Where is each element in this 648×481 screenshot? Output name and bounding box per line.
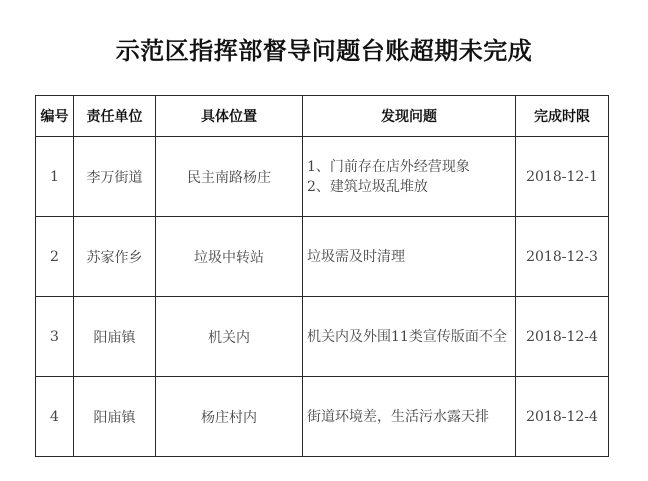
cell-deadline: 2018-12-1 — [516, 137, 609, 217]
cell-deadline: 2018-12-3 — [516, 217, 609, 297]
cell-location: 垃圾中转站 — [156, 217, 303, 297]
header-number: 编号 — [36, 96, 74, 137]
cell-unit: 苏家作乡 — [74, 217, 156, 297]
cell-number: 3 — [36, 297, 74, 377]
cell-number: 1 — [36, 137, 74, 217]
table-row — [36, 297, 609, 377]
header-location: 具体位置 — [156, 96, 303, 137]
cell-number: 4 — [36, 377, 74, 457]
table-header-row — [36, 96, 609, 137]
cell-issue — [303, 377, 516, 457]
table-row — [36, 137, 609, 217]
header-issue-found: 发现问题 — [303, 96, 516, 137]
cell-unit: 李万街道 — [74, 137, 156, 217]
page-title: 示范区指挥部督导问题台账超期未完成 — [115, 37, 533, 65]
cell-deadline: 2018-12-4 — [516, 297, 609, 377]
issue-line: 垃圾需及时清理 — [307, 248, 405, 265]
cell-location: 民主南路杨庄 — [156, 137, 303, 217]
header-deadline: 完成时限 — [516, 96, 609, 137]
cell-issue — [303, 217, 516, 297]
issue-line: 2、建筑垃圾乱堆放 — [307, 178, 428, 195]
issue-line: 机关内及外围11类宣传版面不全 — [307, 328, 507, 345]
cell-issue — [303, 297, 516, 377]
issue-line: 街道环境差，生活污水露天排 — [307, 408, 489, 425]
cell-location: 机关内 — [156, 297, 303, 377]
cell-issue — [303, 137, 516, 217]
supervision-ledger-table — [35, 95, 609, 457]
cell-location: 杨庄村内 — [156, 377, 303, 457]
cell-unit: 阳庙镇 — [74, 297, 156, 377]
table-row — [36, 377, 609, 457]
cell-unit: 阳庙镇 — [74, 377, 156, 457]
cell-number: 2 — [36, 217, 74, 297]
cell-deadline: 2018-12-4 — [516, 377, 609, 457]
table-row — [36, 217, 609, 297]
header-responsible-unit: 责任单位 — [74, 96, 156, 137]
issue-line: 1、门前存在店外经营现象 — [307, 158, 470, 175]
